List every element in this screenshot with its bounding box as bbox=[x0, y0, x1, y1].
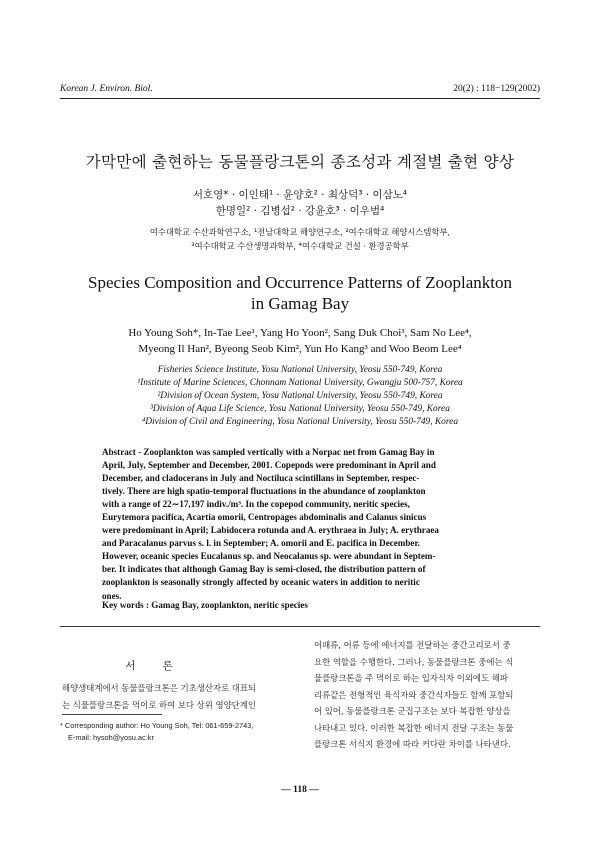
left-column bbox=[62, 680, 302, 713]
korean-affiliations-line-2: ³여수대학교 수산생명과학부, ⁴여수대학교 건설 · 환경공학부 bbox=[191, 241, 409, 251]
english-authors-line-1: Ho Young Soh*, In-Tae Lee¹, Yang Ho Yoon², Sang Duk Choi³, Sam No Lee⁴, bbox=[128, 327, 472, 339]
body-line: 어패류, 어류 등에 에너지를 전달하는 중간고리로서 중 bbox=[314, 640, 511, 650]
affiliation-1: Fisheries Science Institute, Yosu National University, Yeosu 550-749, Korea bbox=[157, 365, 443, 375]
abstract bbox=[102, 446, 500, 603]
body-line: 물플랑크톤을 주 먹이로 하는 입자식자 이외에도 해파 bbox=[314, 673, 508, 683]
korean-title: 가막만에 출현하는 동물플랑크톤의 종조성과 계절별 출현 양상 bbox=[85, 153, 515, 171]
abstract-line: tively. There are high spatio-temporal fluctuations in the abundance of zooplankton bbox=[102, 486, 426, 497]
english-authors-line-2: Myeong Il Han², Byeong Seob Kim², Yun Ho Kang³ and Woo Beom Lee⁴ bbox=[138, 343, 462, 355]
abstract-line: and Paracalanus parvus s. l. in September; A. omorii and E. pacifica in December. bbox=[102, 538, 420, 549]
abstract-line: zooplankton is seasonally strongly affected by oceanic waters in addition to neritic bbox=[102, 577, 420, 588]
running-header bbox=[60, 84, 540, 99]
affiliation-4: ³Division of Aqua Life Science, Yosu National University, Yeosu 550-749, Korea bbox=[150, 404, 450, 414]
abstract-line: ones. bbox=[102, 590, 122, 601]
english-title-line-2: in Gamag Bay bbox=[250, 294, 350, 313]
body-line: 리류같은 전형적인 육식자와 중간식자들도 함께 포함되 bbox=[314, 689, 514, 700]
right-column bbox=[314, 637, 542, 753]
body-line: 플랑크톤 서식지 환경에 따라 커다란 차이를 나타낸다. bbox=[314, 739, 511, 749]
section-heading-introduction: 서 론 bbox=[125, 660, 185, 672]
abstract-line: Eurytemora pacifica, Acartia omorii, Centropages abdominalis and Calanus sinicus bbox=[102, 512, 427, 523]
body-line: 는 식물플랑크톤을 먹이로 하여 보다 상위 영양단계인 bbox=[62, 699, 256, 710]
abstract-line: Abstract - Zooplankton was sampled vertically with a Norpac net from Gamag Bay in bbox=[102, 447, 435, 457]
affiliation-5: ⁴Division of Civil and Engineering, Yosu National University, Yeosu 550-749, Korea bbox=[141, 417, 459, 427]
body-line: 나타내고 있다. 이러한 복잡한 에너지 전달 구조는 동물 bbox=[314, 722, 514, 733]
section-divider bbox=[60, 626, 540, 627]
body-line: 해양생태계에서 동물플랑크톤은 기초생산자로 대표되 bbox=[62, 683, 257, 693]
abstract-line: December, and cladocerans in July and Noctiluca scintillans in September, respec- bbox=[102, 473, 420, 484]
abstract-line: with a range of 22∼17,197 indiv./m³. In the copepod community, neritic species, bbox=[102, 499, 410, 510]
affiliation-3: ²Division of Ocean System, Yosu National University, Yeosu 550-749, Korea bbox=[157, 391, 443, 401]
keywords: Key words : Gamag Bay, zooplankton, neritic species bbox=[102, 600, 308, 610]
korean-authors-line-1: 서호영* · 이인태¹ · 윤양호² · 최상덕³ · 이삼노⁴ bbox=[192, 189, 408, 201]
citation: 20(2) : 118−129(2002) bbox=[453, 84, 540, 94]
page-number: — 118 — bbox=[281, 785, 319, 795]
abstract-line: April, July, September and December, 2001. Copepods were predominant in April and bbox=[102, 460, 436, 471]
korean-authors-line-2: 한명일² · 김병섭² · 강윤호³ · 이우범⁴ bbox=[215, 205, 385, 217]
english-title bbox=[60, 272, 540, 314]
footnote-line-2: E-mail: hysoh@yosu.ac.kr bbox=[68, 733, 154, 742]
body-line: 어 있어, 동물플랑크톤 군집구조는 보다 복잡한 양상을 bbox=[314, 706, 511, 716]
body-line: 요한 역할을 수행한다. 그러나, 동물플랑크톤 중에는 식 bbox=[314, 656, 514, 667]
affiliation-2: ¹Institute of Marine Sciences, Chonnam National University, Gwangju 500-757, Korea bbox=[137, 378, 463, 388]
journal-name: Korean J. Environ. Biol. bbox=[60, 84, 153, 94]
english-title-line-1: Species Composition and Occurrence Patterns of Zooplankton bbox=[88, 273, 512, 292]
abstract-line: ber. It indicates that although Gamag Bay is semi-closed, the distribution pattern of bbox=[102, 564, 426, 575]
footnote-rule bbox=[62, 714, 162, 715]
abstract-line: were predominant in April; Labidocera rotunda and A. erythraea in July; A. erythraea bbox=[102, 525, 439, 536]
abstract-line: However, oceanic species Eucalanus sp. and Neocalanus sp. were abundant in Septem- bbox=[102, 551, 436, 562]
footnote-line-1: * Corresponding author: Ho Young Soh, Tel: 061-659-2743, bbox=[60, 721, 254, 730]
korean-affiliations-line-1: 여수대학교 수산과학연구소, ¹전남대학교 해양연구소, ²여수대학교 해양시스템학부, bbox=[149, 227, 451, 237]
